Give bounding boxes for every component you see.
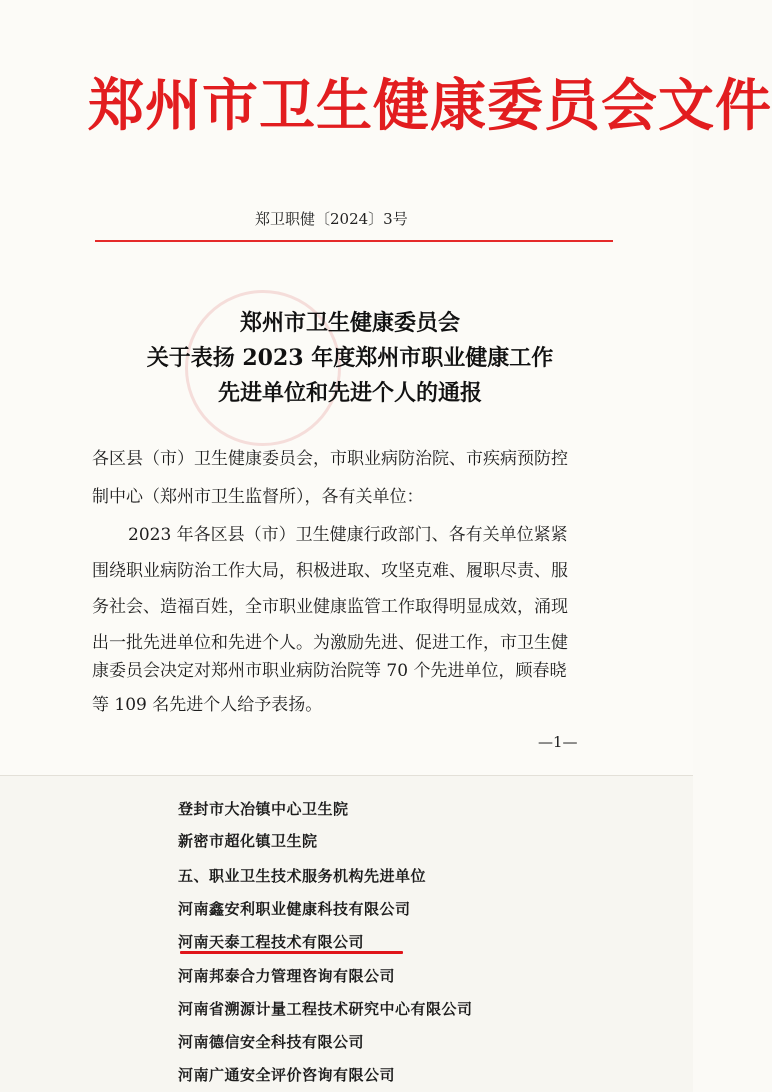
list-item: 河南邦泰合力管理咨询有限公司	[178, 967, 396, 985]
page-number: —1—	[538, 733, 578, 751]
notice-title-line-3: 先进单位和先进个人的通报	[217, 380, 482, 406]
body-line: 2023 年各区县（市）卫生健康行政部门、各有关单位紧紧	[128, 525, 568, 545]
notice-title-line-1: 郑州市卫生健康委员会	[239, 310, 460, 336]
list-item: 河南鑫安利职业健康科技有限公司	[178, 900, 411, 918]
list-item: 新密市超化镇卫生院	[178, 832, 318, 850]
list-item: 河南广通安全评价咨询有限公司	[178, 1066, 396, 1084]
body-line: 围绕职业病防治工作大局，积极进取、攻坚克难、履职尽责、服	[92, 561, 568, 581]
list-item: 登封市大冶镇中心卫生院	[178, 800, 349, 818]
body-line: 出一批先进单位和先进个人。为激励先进、促进工作，市卫生健	[92, 633, 568, 653]
notice-title-line-2: 关于表扬 2023 年度郑州市职业健康工作	[146, 345, 554, 371]
red-divider-rule	[95, 240, 613, 242]
body-line: 康委员会决定对郑州市职业病防治院等 70 个先进单位，顾春晓	[92, 661, 567, 681]
body-line: 务社会、造福百姓，全市职业健康监管工作取得明显成效，涌现	[92, 597, 568, 617]
document-issuer-header: 郑州市卫生健康委员会文件	[88, 73, 772, 139]
body-line: 各区县（市）卫生健康委员会，市职业病防治院、市疾病预防控	[92, 449, 568, 469]
body-line: 制中心（郑州市卫生监督所），各有关单位：	[92, 487, 424, 507]
list-item: 河南德信安全科技有限公司	[178, 1033, 365, 1051]
highlight-underline	[180, 951, 403, 954]
document-number: 郑卫职健〔2024〕3号	[255, 210, 408, 228]
list-section-heading: 五、职业卫生技术服务机构先进单位	[178, 867, 427, 885]
body-line: 等 109 名先进个人给予表扬。	[92, 695, 323, 715]
list-item-highlighted: 河南天泰工程技术有限公司	[178, 933, 365, 951]
list-item: 河南省溯源计量工程技术研究中心有限公司	[178, 1000, 473, 1018]
